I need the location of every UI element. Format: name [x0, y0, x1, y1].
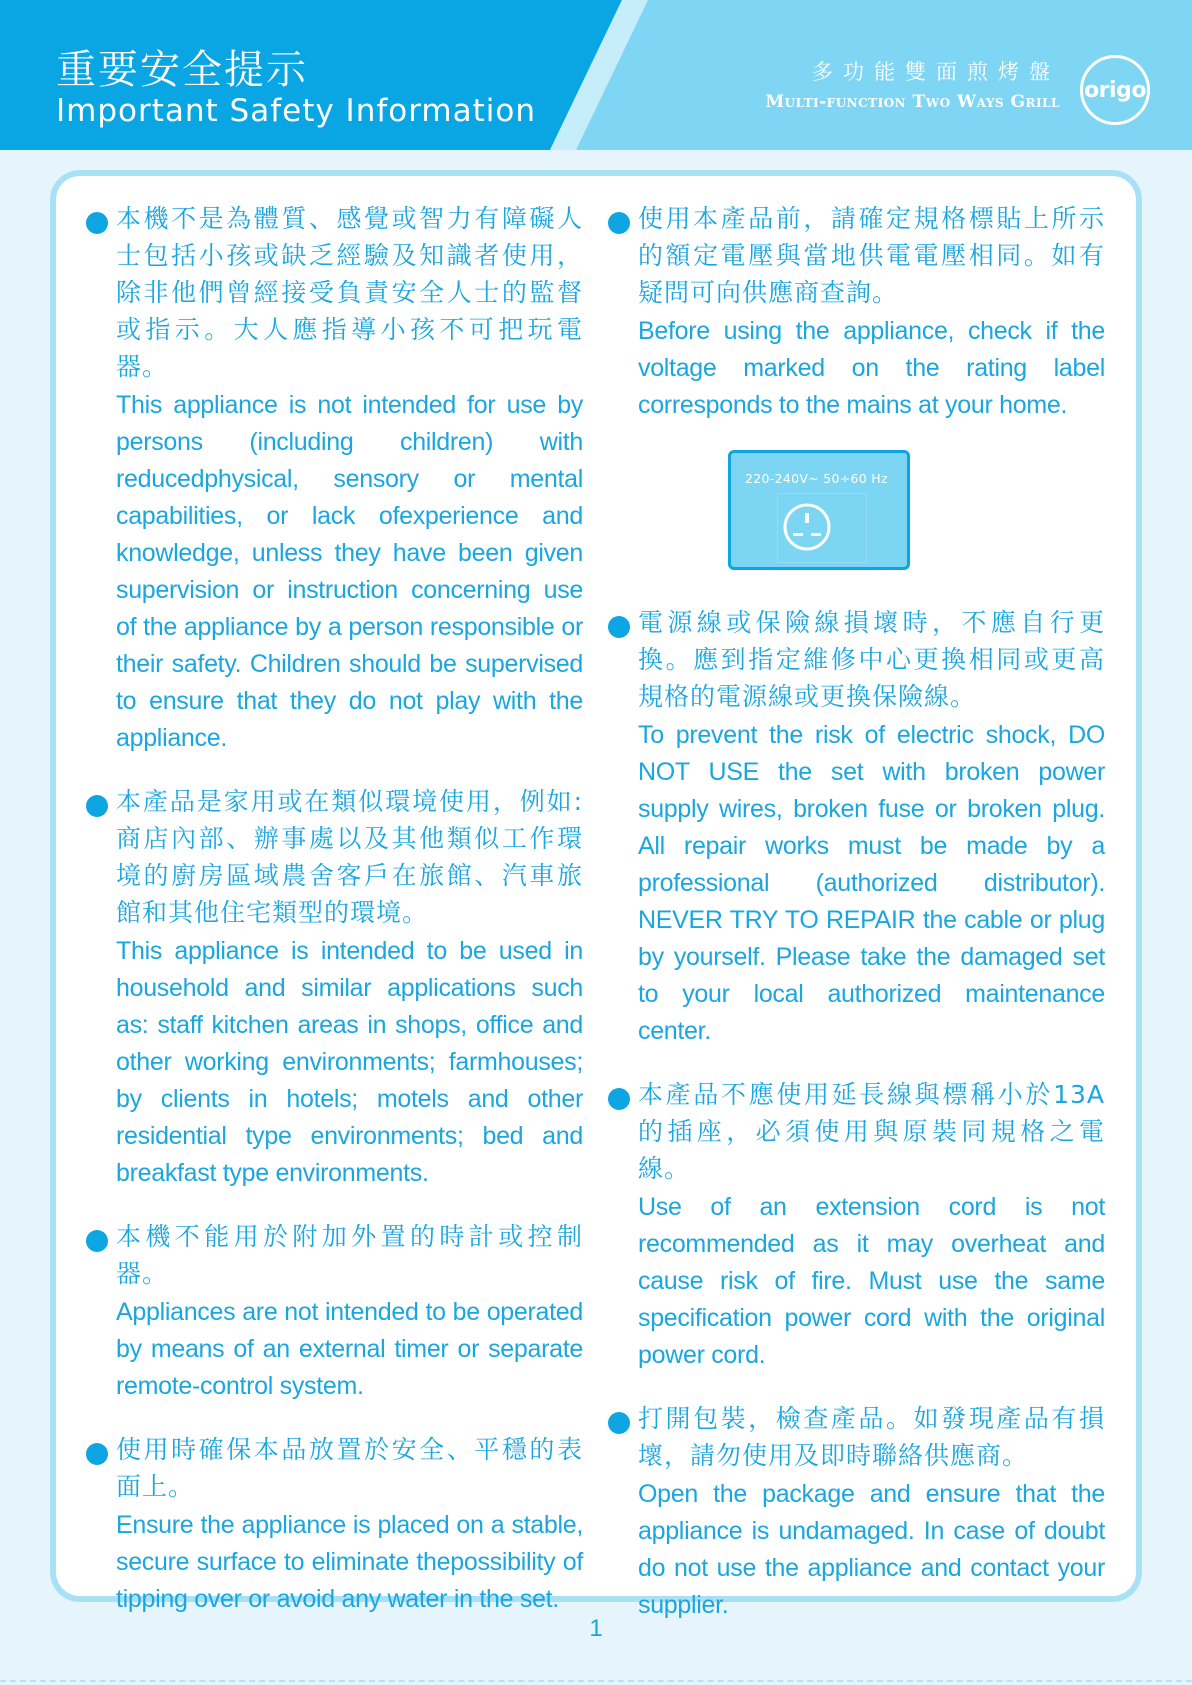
- item-text-en: Use of an extension cord is not recommended as it may overheat and cause risk of fire. Must use the same specification power cord with the original power cord.: [638, 1193, 1105, 1369]
- bullet-icon: [608, 212, 630, 234]
- bullet-icon: [608, 1412, 630, 1434]
- item-text-en: Appliances are not intended to be operated by means of an external timer or separate remote-control system.: [116, 1298, 583, 1400]
- bullet-icon: [608, 616, 630, 638]
- origo-logo: [1080, 55, 1150, 125]
- product-name-en: Multi-function Two Ways Grill: [765, 92, 1060, 112]
- logo-text: origo: [1084, 77, 1146, 103]
- item-text-zh: 本產品不應使用延長線與標稱小於13A的插座，必須使用與原裝同規格之電線。: [638, 1080, 1105, 1183]
- rating-label-text: 220-240V~ 50÷60 Hz: [745, 471, 888, 486]
- safety-item: [638, 200, 1105, 570]
- item-text-zh: 使用本產品前，請確定規格標貼上所示的額定電壓與當地供電電壓相同。如有疑問可向供應商查詢。: [638, 204, 1105, 307]
- bullet-icon: [608, 1088, 630, 1110]
- safety-item: [116, 1431, 583, 1618]
- item-text-en: This appliance is not intended for use by persons (including children) with reducedphysical, sensory or mental capabilities, or lack ofexperience and knowledge, unless they have been given supervision or instruction concerning use of the appliance by a person responsible or their safety. Children should be supervised to ensure that they do not play with the appliance.: [116, 391, 583, 752]
- footer-divider: [0, 1680, 1192, 1682]
- safety-item: [638, 1400, 1105, 1624]
- safety-item: [116, 1218, 583, 1405]
- item-text-en: To prevent the risk of electric shock, DO NOT USE the set with broken power supply wires, broken fuse or broken plug. All repair works must be made by a professional (authorized distributor). NEVER TRY TO REPAIR the cable or plug by yourself. Please take the damaged set to your local authorized maintenance center.: [638, 721, 1105, 1045]
- item-text-zh: 電源線或保險線損壞時，不應自行更換。應到指定維修中心更換相同或更高規格的電源線或更換保險線。: [638, 608, 1105, 711]
- safety-item: [116, 783, 583, 1192]
- page-header: [0, 0, 1192, 150]
- item-text-zh: 本機不能用於附加外置的時計或控制器。: [116, 1222, 583, 1288]
- item-text-en: Ensure the appliance is placed on a stable, secure surface to eliminate thepossibility of tipping over or avoid any water in the set.: [116, 1511, 583, 1613]
- page-number: 1: [589, 1615, 603, 1642]
- page-title-en: Important Safety Information: [56, 93, 536, 129]
- bullet-icon: [86, 1230, 108, 1252]
- page-title-zh: 重要安全提示: [56, 47, 308, 93]
- rating-label-illustration: [728, 450, 910, 570]
- item-text-en: This appliance is intended to be used in household and similar applications such as: staff kitchen areas in shops, office and other working environments; farmhouses; by clients in hotels; motels and other residential type environments; bed and breakfast type environments.: [116, 937, 583, 1187]
- rating-label-card: [728, 450, 910, 570]
- item-text-zh: 打開包裝，檢查產品。如發現產品有損壞，請勿使用及即時聯絡供應商。: [638, 1404, 1105, 1470]
- bullet-icon: [86, 212, 108, 234]
- safety-item: [638, 1076, 1105, 1374]
- earth-socket-icon: [777, 493, 867, 563]
- safety-item: [116, 200, 583, 757]
- right-column: [638, 200, 1105, 1624]
- bullet-icon: [86, 795, 108, 817]
- left-column: [116, 200, 583, 1618]
- item-text-en: Before using the appliance, check if the voltage marked on the rating label corresponds to the mains at your home.: [638, 317, 1105, 419]
- bullet-icon: [86, 1443, 108, 1465]
- safety-item: [638, 604, 1105, 1050]
- item-text-zh: 使用時確保本品放置於安全、平穩的表面上。: [116, 1435, 583, 1501]
- item-text-zh: 本產品是家用或在類似環境使用，例如:商店內部、辦事處以及其他類似工作環境的廚房區域農舍客戶在旅館、汽車旅館和其他住宅類型的環境。: [116, 787, 583, 927]
- item-text-zh: 本機不是為體質、感覺或智力有障礙人士包括小孩或缺乏經驗及知識者使用，除非他們曾經接受負責安全人士的監督或指示。大人應指導小孩不可把玩電器。: [116, 204, 583, 381]
- product-name-zh: 多功能雙面煎烤盤: [812, 60, 1060, 84]
- item-text-en: Open the package and ensure that the appliance is undamaged. In case of doubt do not use the appliance and contact your supplier.: [638, 1480, 1105, 1619]
